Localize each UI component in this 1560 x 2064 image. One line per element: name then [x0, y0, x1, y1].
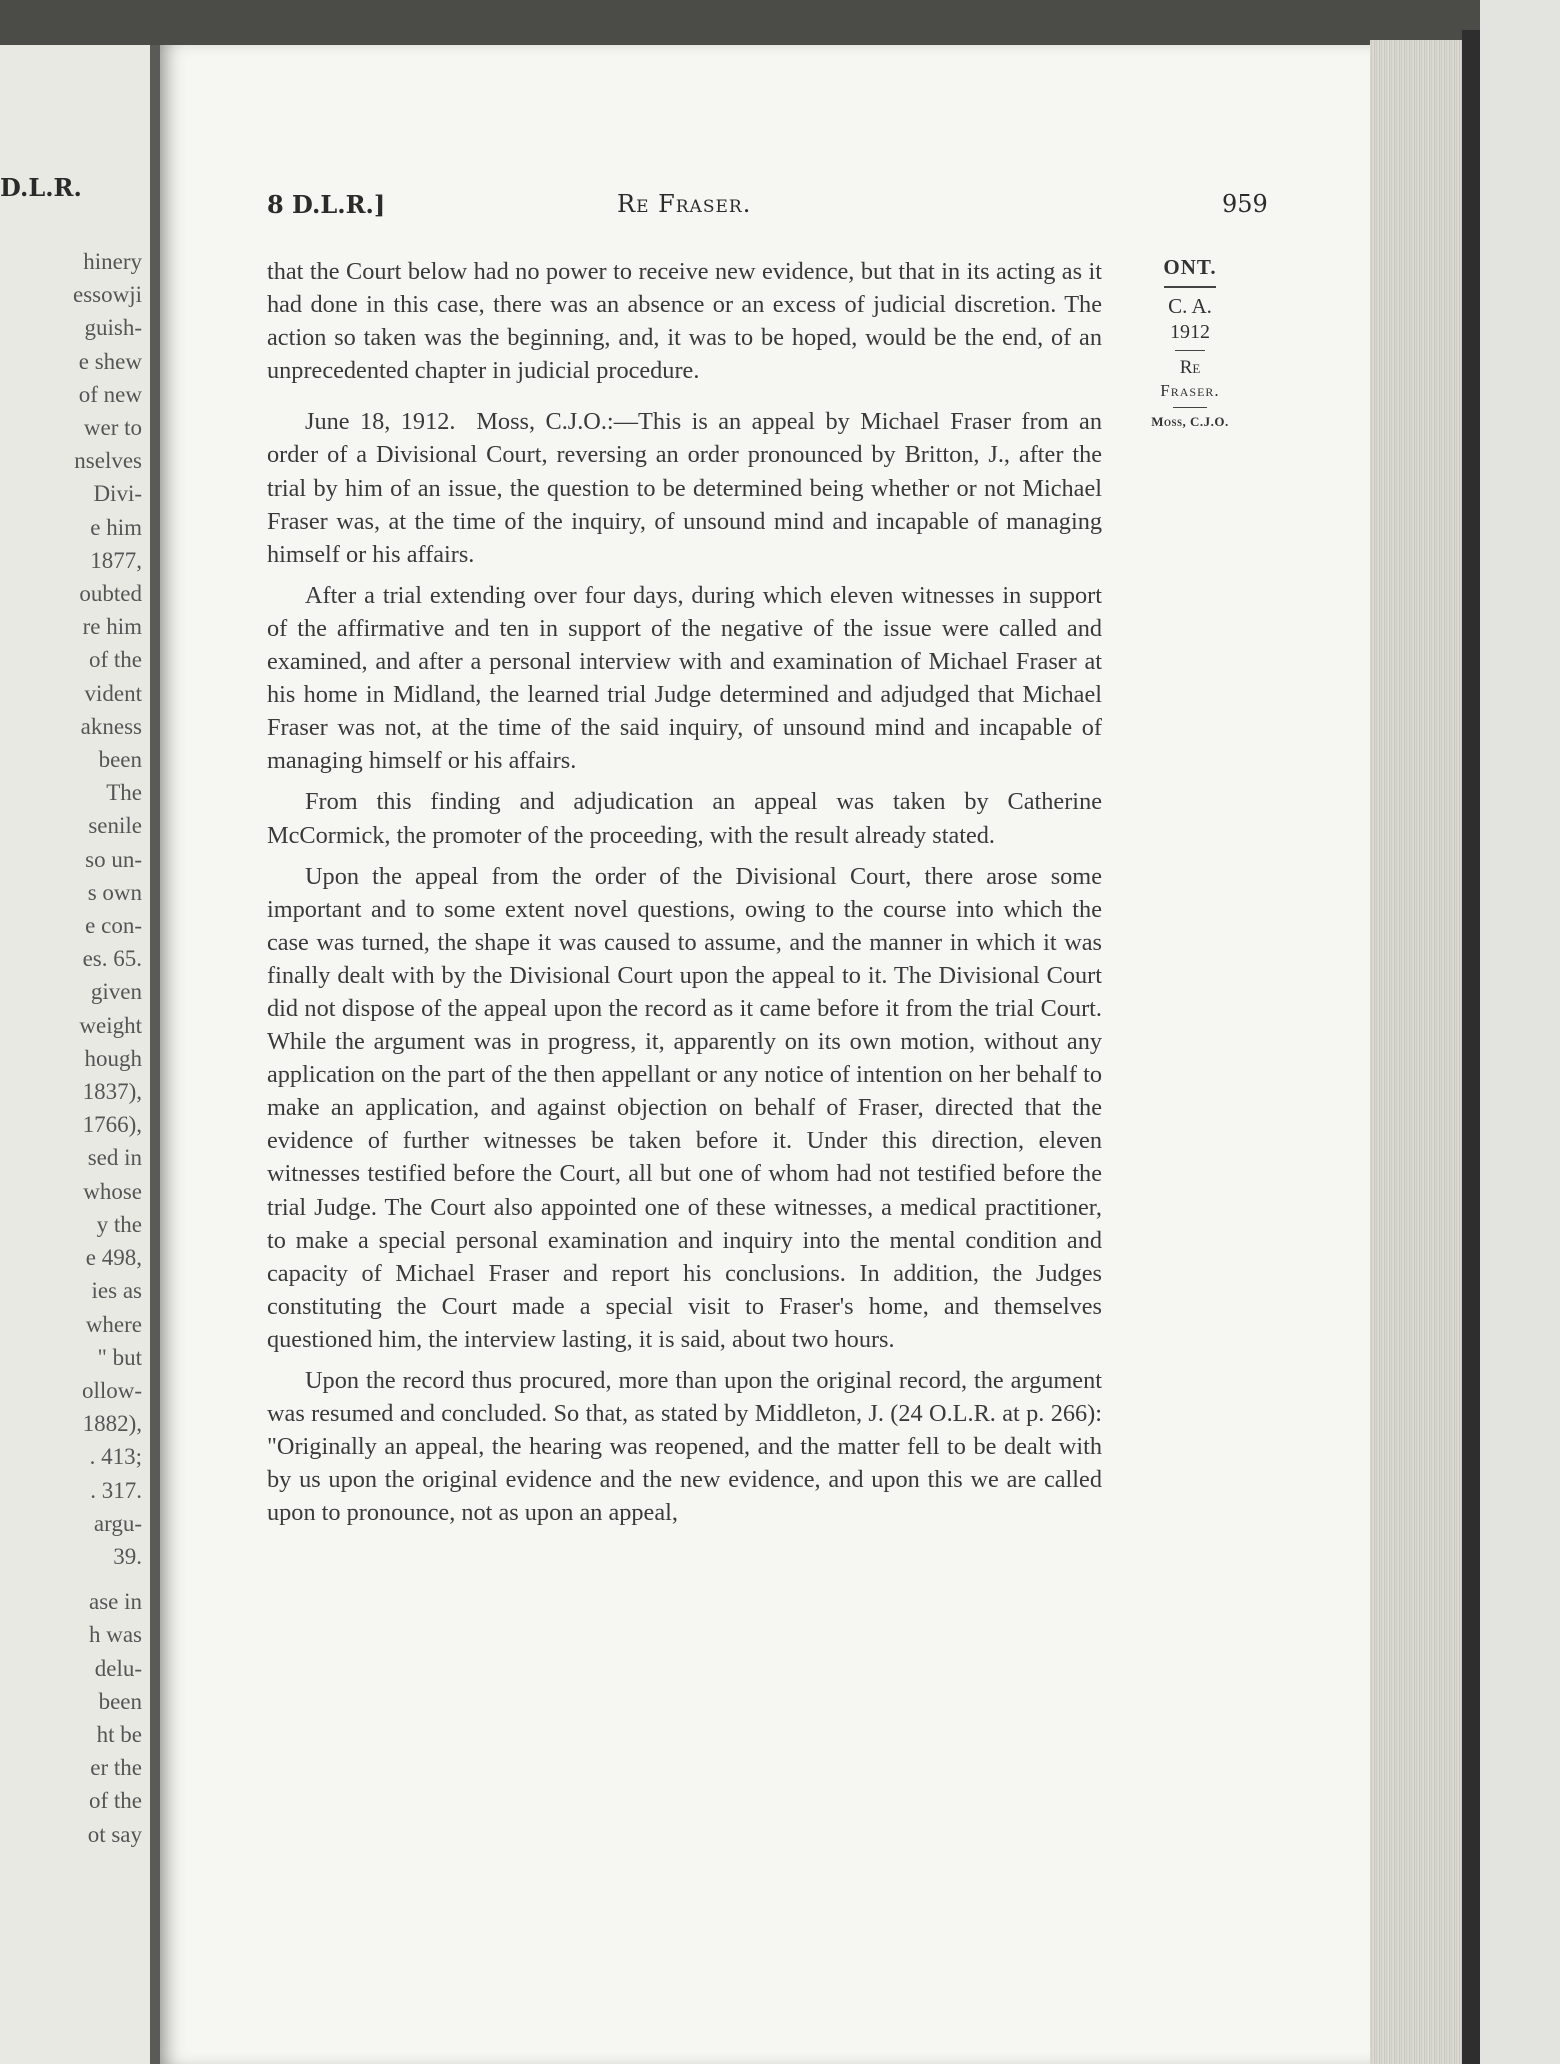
facing-page-line: hough	[84, 1045, 142, 1071]
facing-page-text	[2, 245, 142, 1851]
paragraph: Upon the record thus procured, more than upon the original record, the argument was resumed and concluded. So that, as stated by Middleton, J. (24 O.L.R. at p. 266): "Originally an appeal, the hearing was reopened, and the matter fell to be dealt with by us upon the original evidence and the new evidence, and upon this we are called upon to pronounce, not as upon an appeal,	[267, 1367, 1102, 1527]
judgment-date: June 18, 1912.	[305, 408, 456, 436]
scanner-background-right	[1480, 0, 1560, 2064]
running-head	[267, 190, 1267, 222]
facing-page-line: oubted	[79, 581, 142, 607]
facing-page-line: . 413;	[89, 1444, 142, 1470]
facing-page-line: 1882),	[82, 1411, 142, 1437]
facing-page-line: of the	[88, 1788, 142, 1814]
facing-page-line: of the	[88, 647, 142, 673]
paragraph: that the Court below had no power to receive new evidence, but that in its acting as it had done in this case, there was an absence or an excess of judicial discretion. The action so taken was the beginning, and, it was to be hoped, would be the end, of an unprecedented chapter in judicial procedure.	[267, 258, 1102, 385]
margin-notes	[1135, 255, 1245, 430]
facing-page-line: ot say	[87, 1821, 142, 1847]
facing-page-line: vident	[84, 680, 142, 706]
facing-page-line: 39.	[113, 1543, 142, 1569]
facing-page-line: es. 65.	[82, 946, 142, 972]
paragraph: After a trial extending over four days, during which eleven witnesses in support of the affirmative and ten in support of the negative of the issue were called and examined, and after a personal interview with and examination of Michael Fraser at his home in Midland, the learned trial Judge determined and adjudged that Michael Fraser was not, at the time of the said inquiry, of unsound mind and incapable of managing himself or his affairs.	[267, 581, 1102, 775]
facing-page-line: 1877,	[90, 547, 142, 573]
volume-reference: 8 D.L.R.]	[267, 190, 386, 219]
book-page-edges	[1370, 40, 1470, 2064]
jurisdiction-note: ONT.	[1163, 255, 1217, 279]
facing-page-line: er the	[90, 1755, 142, 1781]
facing-page-line: re him	[82, 614, 142, 640]
facing-page-line: e 498,	[85, 1245, 142, 1271]
paragraph-text: —This is an appeal by Michael Fraser from an order of a Divisional Court, reversing an order pronounced by Britton, J., after the trial by him of an issue, the question to be determined being whether or not Michael Fraser was, at the time of the inquiry, of unsound mind and incapable of managing himself or his affairs.	[267, 408, 1102, 568]
facing-page-line: The	[106, 780, 142, 806]
margin-rule	[1164, 286, 1216, 288]
facing-page-line: 1766),	[82, 1112, 142, 1138]
case-title: Re Fraser.	[617, 190, 752, 218]
case-re-note: Re	[1179, 357, 1201, 378]
facing-page-left	[0, 45, 150, 2064]
facing-page-line: been	[98, 747, 142, 773]
facing-page-line: e shew	[78, 348, 142, 374]
facing-page-line: ollow-	[81, 1377, 142, 1403]
facing-page-line: . 317.	[90, 1477, 142, 1503]
scanner-background-top	[0, 0, 1480, 45]
facing-page-line: been	[98, 1688, 142, 1714]
facing-page-line: e him	[90, 514, 142, 540]
facing-page-line: nselves	[74, 448, 142, 474]
paragraph: From this finding and adjudication an appeal was taken by Catherine McCormick, the promoter of the proceeding, with the result already stated.	[267, 788, 1102, 849]
judge-note: Moss, C.J.O.	[1151, 414, 1229, 429]
facing-page-line: of new	[78, 381, 142, 407]
facing-page-line: where	[85, 1311, 142, 1337]
facing-page-line: e con-	[85, 913, 142, 939]
facing-page-line: essowji	[73, 282, 142, 308]
paragraph: Upon the appeal from the order of the Divisional Court, there arose some important and to some extent novel questions, owing to the course into which the case was turned, the shape it was caused to assume, and the manner in which it was finally dealt with by the Divisional Court upon the appeal to it. The Divisional Court did not dispose of the appeal upon the record as it came before it from the trial Court. While the argument was in progress, it, apparently on its own motion, without any application on the part of the then appellant or any notice of intention on her behalf to make an application, and against objection on behalf of Fraser, directed that the evidence of further witnesses be taken before it. Under this direction, eleven witnesses testified before the Court, all but one of whom had not testified before the trial Judge. The Court also appointed one of these witnesses, a medical practitioner, to make a special personal examination and inquiry into the mental condition and capacity of Michael Fraser and report his conclusions. In addition, the Judges constituting the Court made a special visit to Fraser's home, and themselves questioned him, the interview lasting, it is said, about two hours.	[267, 862, 1102, 1353]
facing-page-line: ies as	[91, 1278, 142, 1304]
facing-page-line: guish-	[84, 315, 142, 341]
facing-page-line: so un-	[85, 846, 142, 872]
facing-page-line: akness	[80, 713, 142, 739]
facing-page-line: ht be	[96, 1721, 142, 1747]
facing-page-line: senile	[88, 813, 142, 839]
margin-rule	[1175, 350, 1205, 351]
facing-page-line	[2, 1573, 142, 1585]
facing-page-line: weight	[79, 1012, 142, 1038]
facing-page-line: h was	[88, 1622, 142, 1648]
facing-page-line: ase in	[88, 1589, 142, 1615]
facing-page-line: sed in	[87, 1145, 142, 1171]
facing-page-line: s own	[87, 879, 142, 905]
court-note: C. A.	[1168, 294, 1212, 318]
facing-page-line: wer to	[83, 415, 142, 441]
facing-page-header: D.L.R.	[0, 173, 82, 202]
facing-page-line: given	[90, 979, 142, 1005]
page-number: 959	[1222, 190, 1268, 218]
margin-rule	[1173, 407, 1207, 408]
facing-page-line: 1837),	[82, 1079, 142, 1105]
facing-page-line: Divi-	[93, 481, 142, 507]
facing-page-line: whose	[83, 1178, 142, 1204]
facing-page-line: y the	[96, 1211, 142, 1237]
body-text	[267, 255, 1102, 1537]
facing-page-line: " but	[97, 1344, 142, 1370]
facing-page-line: argu-	[93, 1510, 142, 1536]
paragraph-judgment-start	[267, 405, 1102, 570]
book-cover-edge	[1462, 30, 1480, 2064]
facing-page-line: delu-	[94, 1655, 142, 1681]
year-note: 1912	[1170, 321, 1210, 343]
facing-page-line: hinery	[83, 249, 142, 274]
judge-name: Moss, C.J.O.:	[476, 408, 614, 436]
case-name-note: Fraser.	[1160, 381, 1220, 400]
